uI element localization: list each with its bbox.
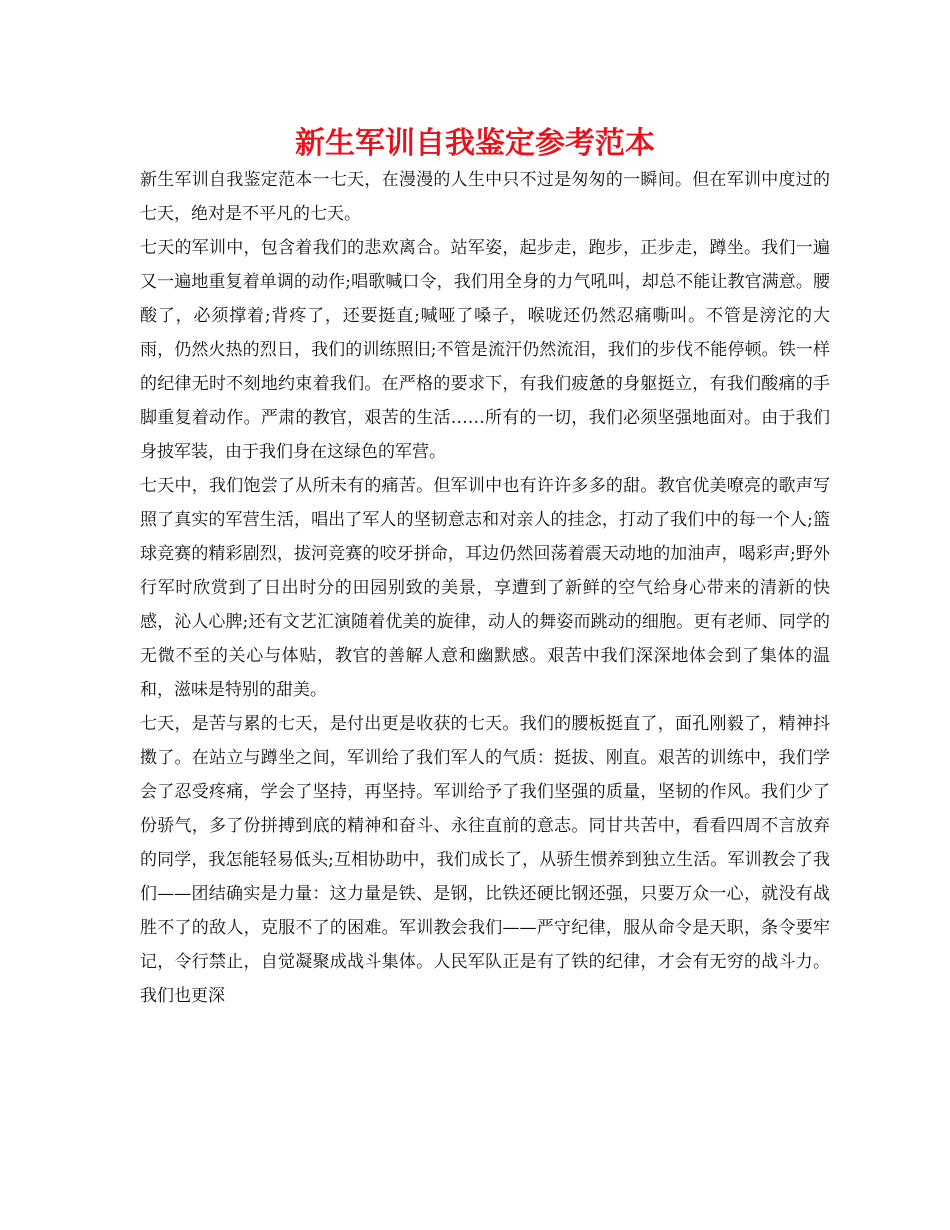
paragraph-1: 新生军训自我鉴定范本一七天，在漫漫的人生中只不过是匆匆的一瞬间。但在军训中度过的七天，绝对是不平凡的七天。 xyxy=(140,170,830,224)
paragraph-4: 七天，是苦与累的七天，是付出更是收获的七天。我们的腰板挺直了，面孔刚毅了，精神抖擞了。在站立与蹲坐之间，军训给了我们军人的气质：挺拔、刚直。艰苦的训练中，我们学会了忍受疼痛，学会了坚持，再坚持。军训给予了我们坚强的质量，坚韧的作风。我们少了份骄气，多了份拼搏到底的精神和奋斗、永往直前的意志。同甘共苦中，看看四周不言放弃的同学，我怎能轻易低头;互相协助中，我们成长了，从骄生惯养到独立生活。军训教会了我们——团结确实是力量：这力量是铁、是钢，比铁还硬比钢还强，只要万众一心，就没有战胜不了的敌人，克服不了的困难。军训教会我们——严守纪律，服从命令是天职，条令要牢记，令行禁止，自觉凝聚成战斗集体。人民军队正是有了铁的纪律，才会有无穷的战斗力。我们也更深 xyxy=(140,714,830,1006)
document-title: 新生军训自我鉴定参考范本 xyxy=(295,126,655,161)
paragraph-3: 七天中，我们饱尝了从所未有的痛苦。但军训中也有许许多多的甜。教官优美嘹亮的歌声写照了真实的军营生活，唱出了军人的坚韧意志和对亲人的挂念，打动了我们中的每一个人;篮球竞赛的精彩剧烈，拔河竞赛的咬牙拼命，耳边仍然回荡着震天动地的加油声，喝彩声;野外行军时欣赏到了日出时分的田园别致的美景，享遭到了新鲜的空气给身心带来的清新的快感，沁人心脾;还有文艺汇演随着优美的旋律，动人的舞姿而跳动的细胞。更有老师、同学的无微不至的关心与体贴，教官的善解人意和幽默感。艰苦中我们深深地体会到了集体的温和，滋味是特别的甜美。 xyxy=(140,476,830,700)
document-body xyxy=(140,163,830,1013)
paragraph-2: 七天的军训中，包含着我们的悲欢离合。站军姿，起步走，跑步，正步走，蹲坐。我们一遍又一遍地重复着单调的动作;唱歌喊口令，我们用全身的力气吼叫，却总不能让教官满意。腰酸了，必须撑着;背疼了，还要挺直;喊哑了嗓子，喉咙还仍然忍痛嘶叫。不管是滂沱的大雨，仍然火热的烈日，我们的训练照旧;不管是流汗仍然流泪，我们的步伐不能停顿。铁一样的纪律无时不刻地约束着我们。在严格的要求下，有我们疲惫的身躯挺立，有我们酸痛的手脚重复着动作。严肃的教官，艰苦的生活……所有的一切，我们必须坚强地面对。由于我们身披军装，由于我们身在这绿色的军营。 xyxy=(140,238,830,462)
